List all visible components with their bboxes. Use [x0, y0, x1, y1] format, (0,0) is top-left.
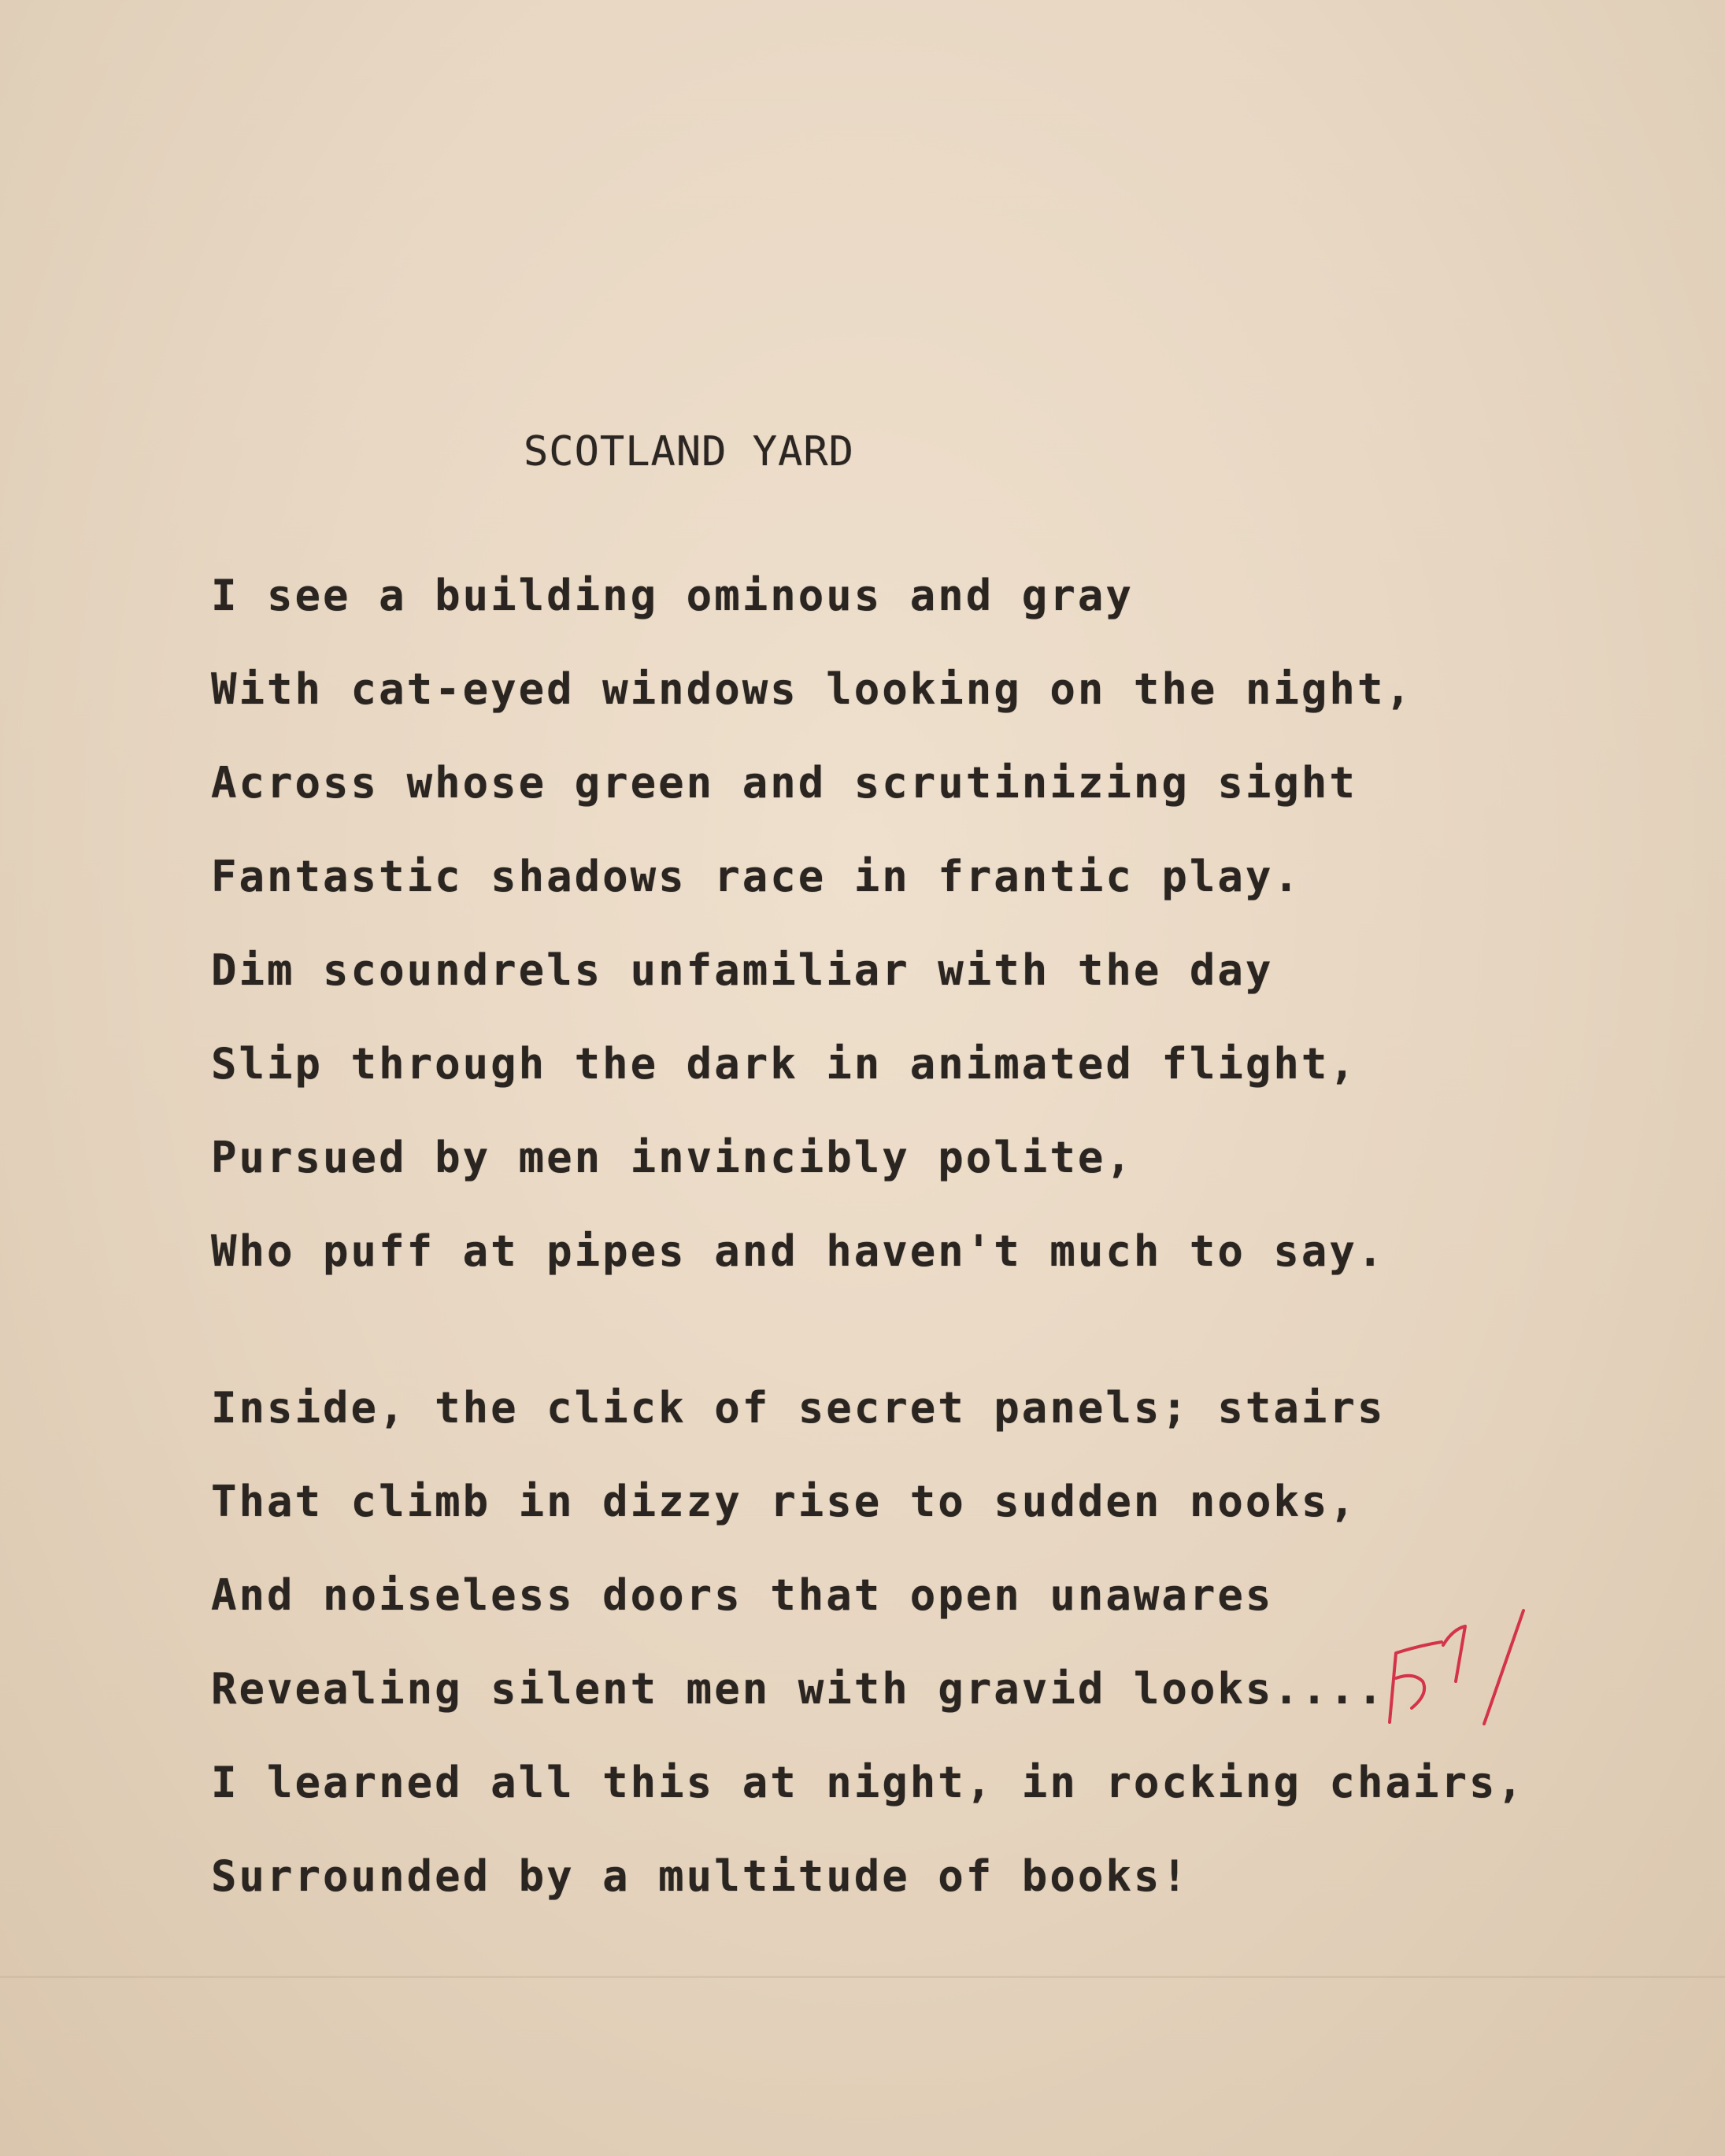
poem-title: SCOTLAND YARD — [524, 428, 854, 475]
poem-line: Pursued by men invincibly polite, — [211, 1133, 1134, 1182]
poem-line: Slip through the dark in animated flight, — [211, 1039, 1357, 1089]
handwritten-editor-mark — [1374, 1606, 1531, 1732]
poem-line: Across whose green and scrutinizing sight — [211, 758, 1357, 808]
poem-line: I see a building ominous and gray — [211, 571, 1134, 620]
poem-line: Who puff at pipes and haven't much to say. — [211, 1226, 1386, 1276]
poem-line: Fantastic shadows race in frantic play. — [211, 852, 1301, 901]
poem-line: Inside, the click of secret panels; stairs — [211, 1383, 1386, 1433]
stanza-1 — [211, 571, 1413, 1324]
poem-line: Dim scoundrels unfamiliar with the day — [211, 945, 1274, 995]
paper-crease — [0, 1976, 1725, 1978]
poem-line: And noiseless doors that open unawares — [211, 1570, 1274, 1620]
poem-line: I learned all this at night, in rocking chairs, — [211, 1758, 1526, 1807]
poem-line: With cat-eyed windows looking on the night, — [211, 664, 1413, 714]
stanza-2 — [211, 1383, 1526, 1949]
poem-line: Revealing silent men with gravid looks.... — [211, 1664, 1386, 1714]
poem-line: That climb in dizzy rise to sudden nooks, — [211, 1477, 1357, 1526]
poem-line: Surrounded by a multitude of books! — [211, 1851, 1190, 1901]
